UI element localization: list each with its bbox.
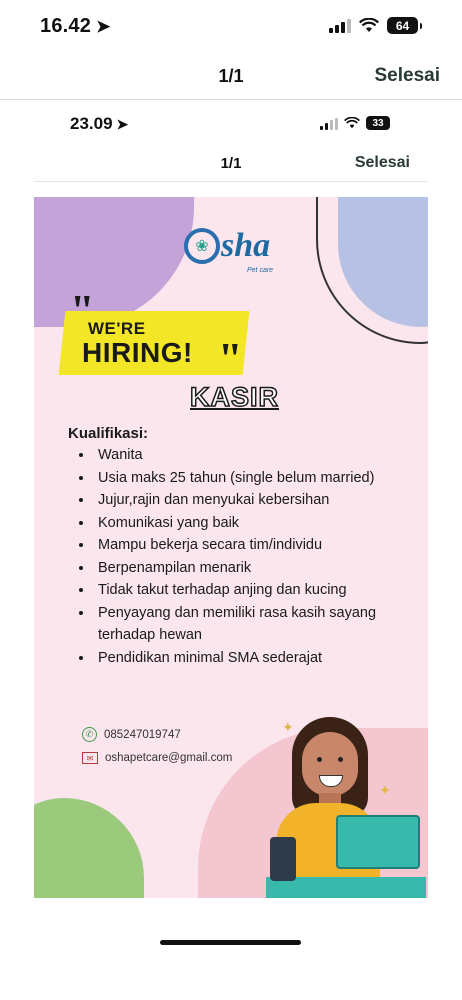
phone-number: 085247019747 bbox=[104, 728, 181, 741]
decor-blob-purple bbox=[34, 197, 194, 327]
email-address: oshapetcare@gmail.com bbox=[105, 752, 233, 764]
home-indicator[interactable] bbox=[160, 940, 301, 945]
battery-icon bbox=[366, 116, 390, 130]
cellular-signal-icon bbox=[329, 19, 351, 33]
brand-logo bbox=[184, 227, 270, 265]
inner-battery-level: 33 bbox=[372, 117, 384, 129]
battery-level: 64 bbox=[395, 18, 410, 33]
done-button[interactable]: Selesai bbox=[374, 65, 440, 86]
status-bar-icons bbox=[329, 17, 422, 34]
list-item: • Jujur,rajin dan menyukai kebersihan bbox=[94, 489, 414, 512]
inner-time-text: 23.09 bbox=[70, 114, 113, 133]
close-quote-mark: " bbox=[218, 334, 243, 383]
location-arrow-icon: ➤ bbox=[116, 116, 129, 132]
decor-blob-outline bbox=[316, 197, 428, 344]
battery-tip bbox=[420, 23, 422, 29]
list-item: • Wanita bbox=[94, 444, 414, 467]
hiring-poster bbox=[34, 197, 428, 898]
list-item: • Usia maks 25 tahun (single belum married) bbox=[94, 467, 414, 490]
page-counter: 1/1 bbox=[218, 66, 244, 86]
nav-divider bbox=[0, 99, 462, 100]
sparkle-icon: ✦ bbox=[379, 782, 391, 798]
wifi-icon bbox=[359, 18, 379, 33]
mail-icon: ✉ bbox=[82, 752, 98, 764]
brand-name: sha bbox=[221, 227, 271, 264]
location-arrow-icon: ➤ bbox=[96, 17, 111, 36]
banner-main-text: HIRING! bbox=[82, 337, 193, 368]
contact-phone bbox=[82, 727, 181, 742]
inner-status-time bbox=[70, 114, 128, 134]
card-terminal-icon bbox=[270, 837, 296, 881]
qualifications-list bbox=[78, 444, 414, 669]
position-title: KASIR bbox=[190, 382, 280, 412]
illustration-eye bbox=[338, 757, 343, 762]
contact-email bbox=[82, 752, 232, 764]
paw-logo-icon: ❀ bbox=[184, 228, 220, 264]
qualifications-heading: Kualifikasi: bbox=[68, 425, 149, 442]
open-quote-mark: " bbox=[70, 286, 95, 335]
list-item: • Berpenampilan menarik bbox=[94, 557, 414, 580]
battery-icon bbox=[387, 17, 418, 34]
list-item: • Mampu bekerja secara tim/individu bbox=[94, 534, 414, 557]
cellular-signal-icon bbox=[320, 116, 338, 130]
list-item: • Pendidikan minimal SMA sederajat bbox=[94, 647, 414, 670]
whatsapp-icon: ✆ bbox=[82, 727, 97, 742]
decor-blob-green bbox=[34, 798, 144, 898]
list-item: • Tidak takut terhadap anjing dan kucing bbox=[94, 579, 414, 602]
status-time-text: 16.42 bbox=[40, 15, 92, 37]
inner-status-icons bbox=[320, 116, 390, 130]
inner-page-counter: 1/1 bbox=[220, 155, 242, 172]
inner-done-label: Selesai bbox=[354, 154, 410, 171]
list-item: • Penyayang dan memiliki rasa kasih sayang terhadap hewan bbox=[94, 602, 414, 647]
status-bar-time bbox=[40, 15, 111, 38]
wifi-icon bbox=[344, 117, 360, 129]
list-item: • Komunikasi yang baik bbox=[94, 512, 414, 535]
banner-top-text: WE'RE bbox=[88, 319, 146, 338]
sparkle-icon: ✦ bbox=[282, 719, 294, 735]
illustration-eye bbox=[317, 757, 322, 762]
cash-register-icon bbox=[336, 815, 420, 869]
brand-subtitle: Pet care bbox=[247, 267, 274, 274]
inner-divider bbox=[34, 181, 428, 182]
